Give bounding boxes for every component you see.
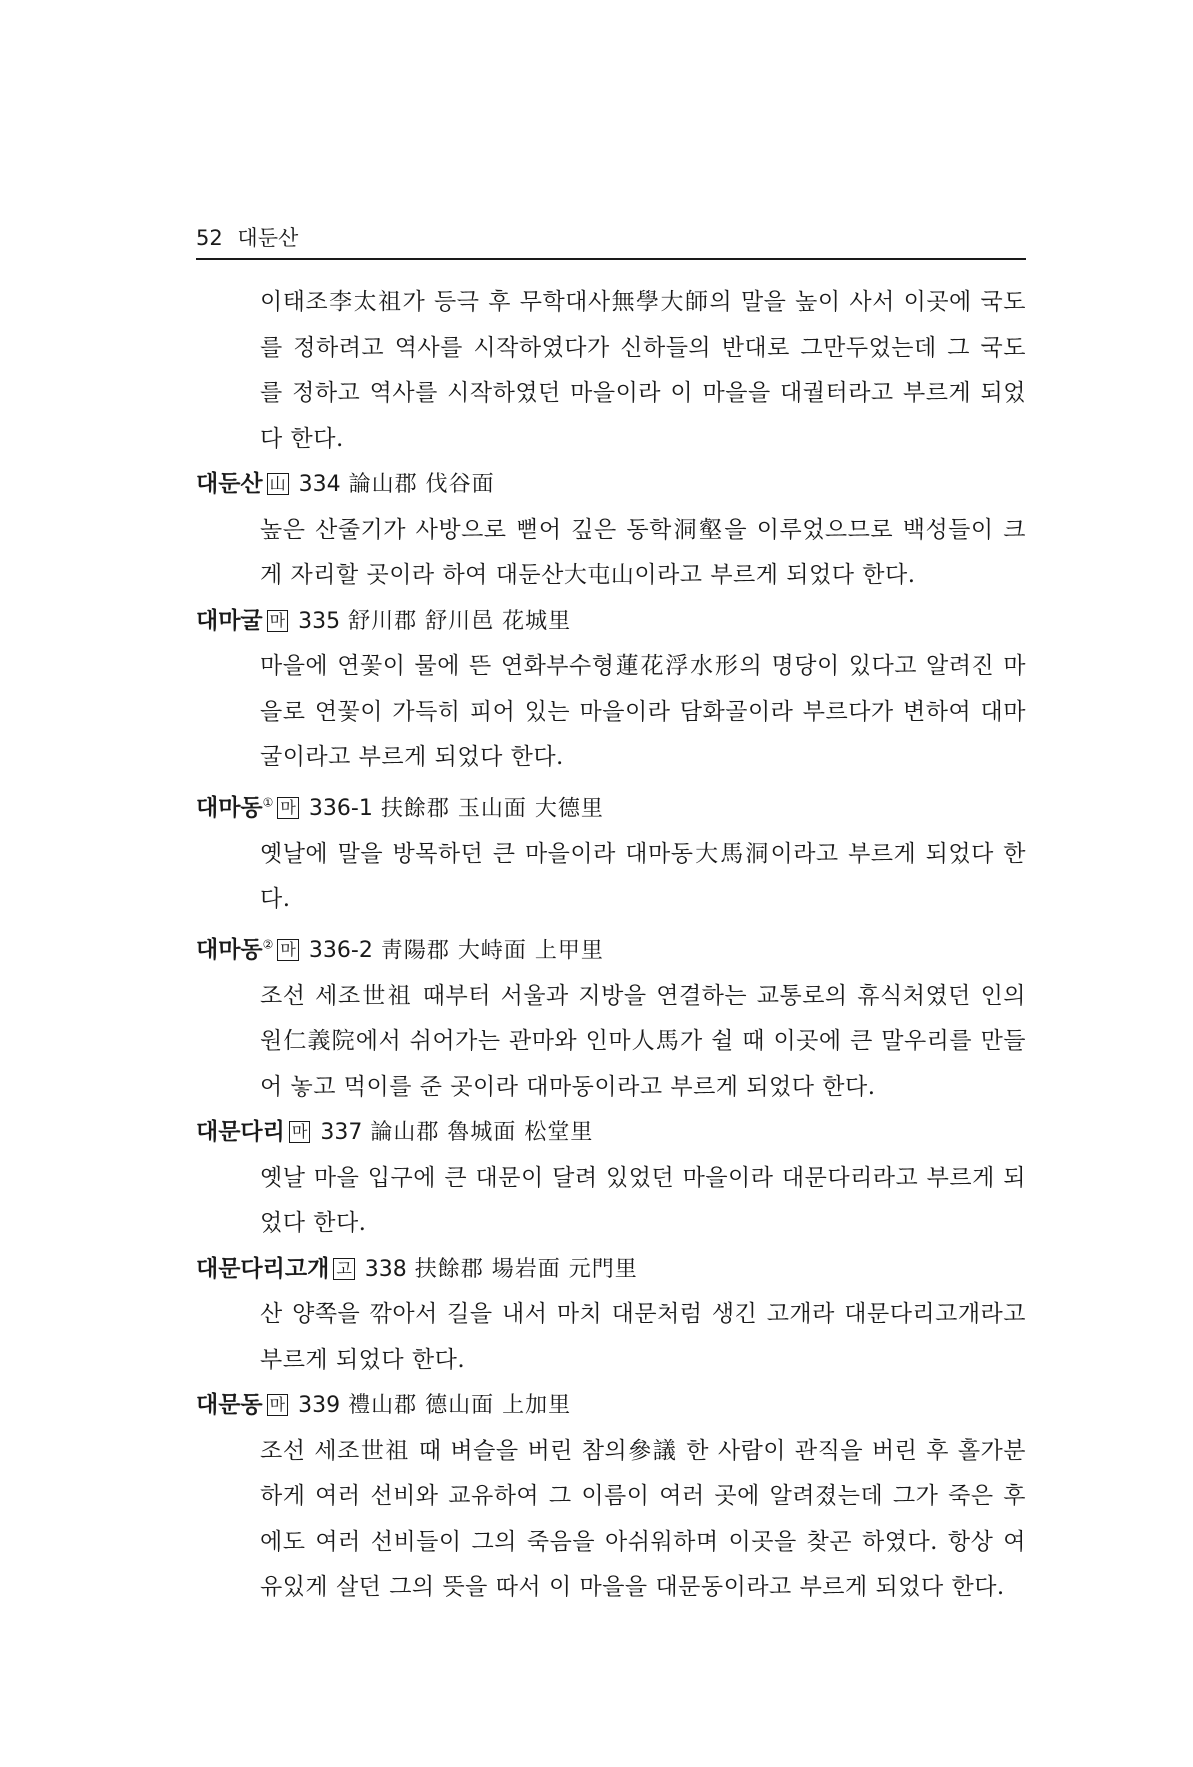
entry-name (196, 608, 263, 634)
entry-type-badge: 마 (267, 1394, 288, 1416)
page-number: 52 (196, 226, 223, 250)
entry-type-badge: 山 (267, 473, 289, 495)
entry (196, 923, 1026, 1111)
entry (196, 1110, 1026, 1247)
entry-number: 336-1 (308, 796, 373, 822)
entry-location: 論山郡 伐谷面 (348, 472, 495, 497)
entry-heading (196, 1383, 1026, 1429)
entry-heading (196, 923, 1026, 974)
entry-location: 靑陽郡 大峙面 上甲里 (380, 938, 604, 964)
entry-description: 높은 산줄기가 사방으로 뻗어 깊은 동학洞壑을 이루었으므로 백성들이 크게 자리할 곳이라 하여 대둔산大屯山이라고 부르게 되었다 한다. (260, 516, 1026, 588)
entry-description: 마을에 연꽃이 물에 뜬 연화부수형蓮花浮水形의 명당이 있다고 알려진 마을로 연꽃이 가득히 피어 있는 마을이라 담화골이라 부르다가 변하여 대마굴이라고 부르게 되었다 한다. (260, 653, 1026, 770)
entry-name (196, 471, 263, 497)
entry-heading (196, 1110, 1026, 1156)
entry-name-text: 대마동 (196, 937, 263, 964)
entry-name-text: 대문동 (196, 1392, 263, 1419)
entry-name (196, 937, 273, 963)
entry-heading (196, 781, 1026, 832)
entry-heading (196, 462, 1026, 508)
entry-number: 338 (364, 1256, 407, 1282)
entry-number: 335 (298, 608, 341, 634)
intro-paragraph: 이태조李太祖가 등극 후 무학대사無學大師의 말을 높이 사서 이곳에 국도를 정하려고 역사를 시작하였다가 신하들의 반대로 그만두었는데 그 국도를 정하고 역사를 시작하였던 마을이라 이 마을을 대궐터라고 부르게 되었다 한다. (260, 289, 1026, 452)
entry-name-text: 대문다리고개 (196, 1255, 330, 1282)
entry-name-text: 대마동 (196, 795, 263, 822)
entry-number: 339 (298, 1393, 341, 1419)
entry-type-badge: 고 (333, 1258, 354, 1280)
entry-type-badge: 마 (277, 939, 298, 961)
entry-name (196, 1119, 285, 1145)
entry-description: 조선 세조世祖 때부터 서울과 지방을 연결하는 교통로의 휴식처였던 인의원仁義院에서 쉬어가는 관마와 인마人馬가 쉴 때 이곳에 큰 말우리를 만들어 놓고 먹이를 준 곳이라 대마동이라고 부르게 되었다 한다. (260, 982, 1026, 1100)
entry-name (196, 1392, 263, 1418)
entry-name-text: 대문다리 (196, 1119, 285, 1146)
entry-variant-mark: ① (262, 795, 274, 810)
entry-name-text: 대둔산 (196, 471, 263, 497)
entry-description: 옛날에 말을 방목하던 큰 마을이라 대마동大馬洞이라고 부르게 되었다 한다. (260, 840, 1026, 913)
entry-description: 조선 세조世祖 때 벼슬을 버린 참의參議 한 사람이 관직을 버린 후 홀가분하게 여러 선비와 교유하여 그 이름이 여러 곳에 알려졌는데 그가 죽은 후에도 여러 선비들이 그의 죽음을 아쉬워하며 이곳을 찾곤 하였다. 항상 여유있게 살던 그의 뜻을 따서 이 마을을 대문동이라고 부르게 되었다 한다. (260, 1437, 1026, 1601)
entry-heading (196, 599, 1026, 645)
entry (196, 1247, 1026, 1384)
entry-location: 論山郡 魯城面 松堂里 (370, 1120, 594, 1146)
entry (196, 599, 1026, 781)
entry-location: 禮山郡 德山面 上加里 (348, 1393, 572, 1419)
entry-heading (196, 1247, 1026, 1293)
entry-name (196, 1256, 329, 1282)
entry-description: 산 양쪽을 깎아서 길을 내서 마치 대문처럼 생긴 고개라 대문다리고개라고 부르게 되었다 한다. (260, 1301, 1026, 1373)
entry-location: 扶餘郡 玉山面 大德里 (380, 796, 604, 822)
entry-type-badge: 마 (289, 1121, 310, 1143)
entry-number: 336-2 (308, 938, 373, 964)
entry-type-badge: 마 (277, 797, 298, 819)
entry-type-badge: 마 (267, 610, 288, 632)
entry-description: 옛날 마을 입구에 큰 대문이 달려 있었던 마을이라 대문다리라고 부르게 되었다 한다. (260, 1164, 1026, 1237)
entry-variant-mark: ② (262, 937, 274, 952)
entry (196, 781, 1026, 923)
entry-name (196, 795, 273, 821)
page-header (196, 218, 1026, 260)
running-title: 대둔산 (237, 226, 299, 250)
entry-number: 337 (320, 1120, 363, 1146)
entry-list (196, 462, 1026, 1611)
entry (196, 462, 1026, 599)
entry-location: 舒川郡 舒川邑 花城里 (348, 608, 572, 634)
entry (196, 1383, 1026, 1611)
page-content (196, 280, 1026, 1611)
entry-location: 扶餘郡 場岩面 元門里 (414, 1256, 638, 1282)
entry-number: 334 (298, 472, 341, 497)
entry-name-text: 대마굴 (196, 607, 263, 634)
